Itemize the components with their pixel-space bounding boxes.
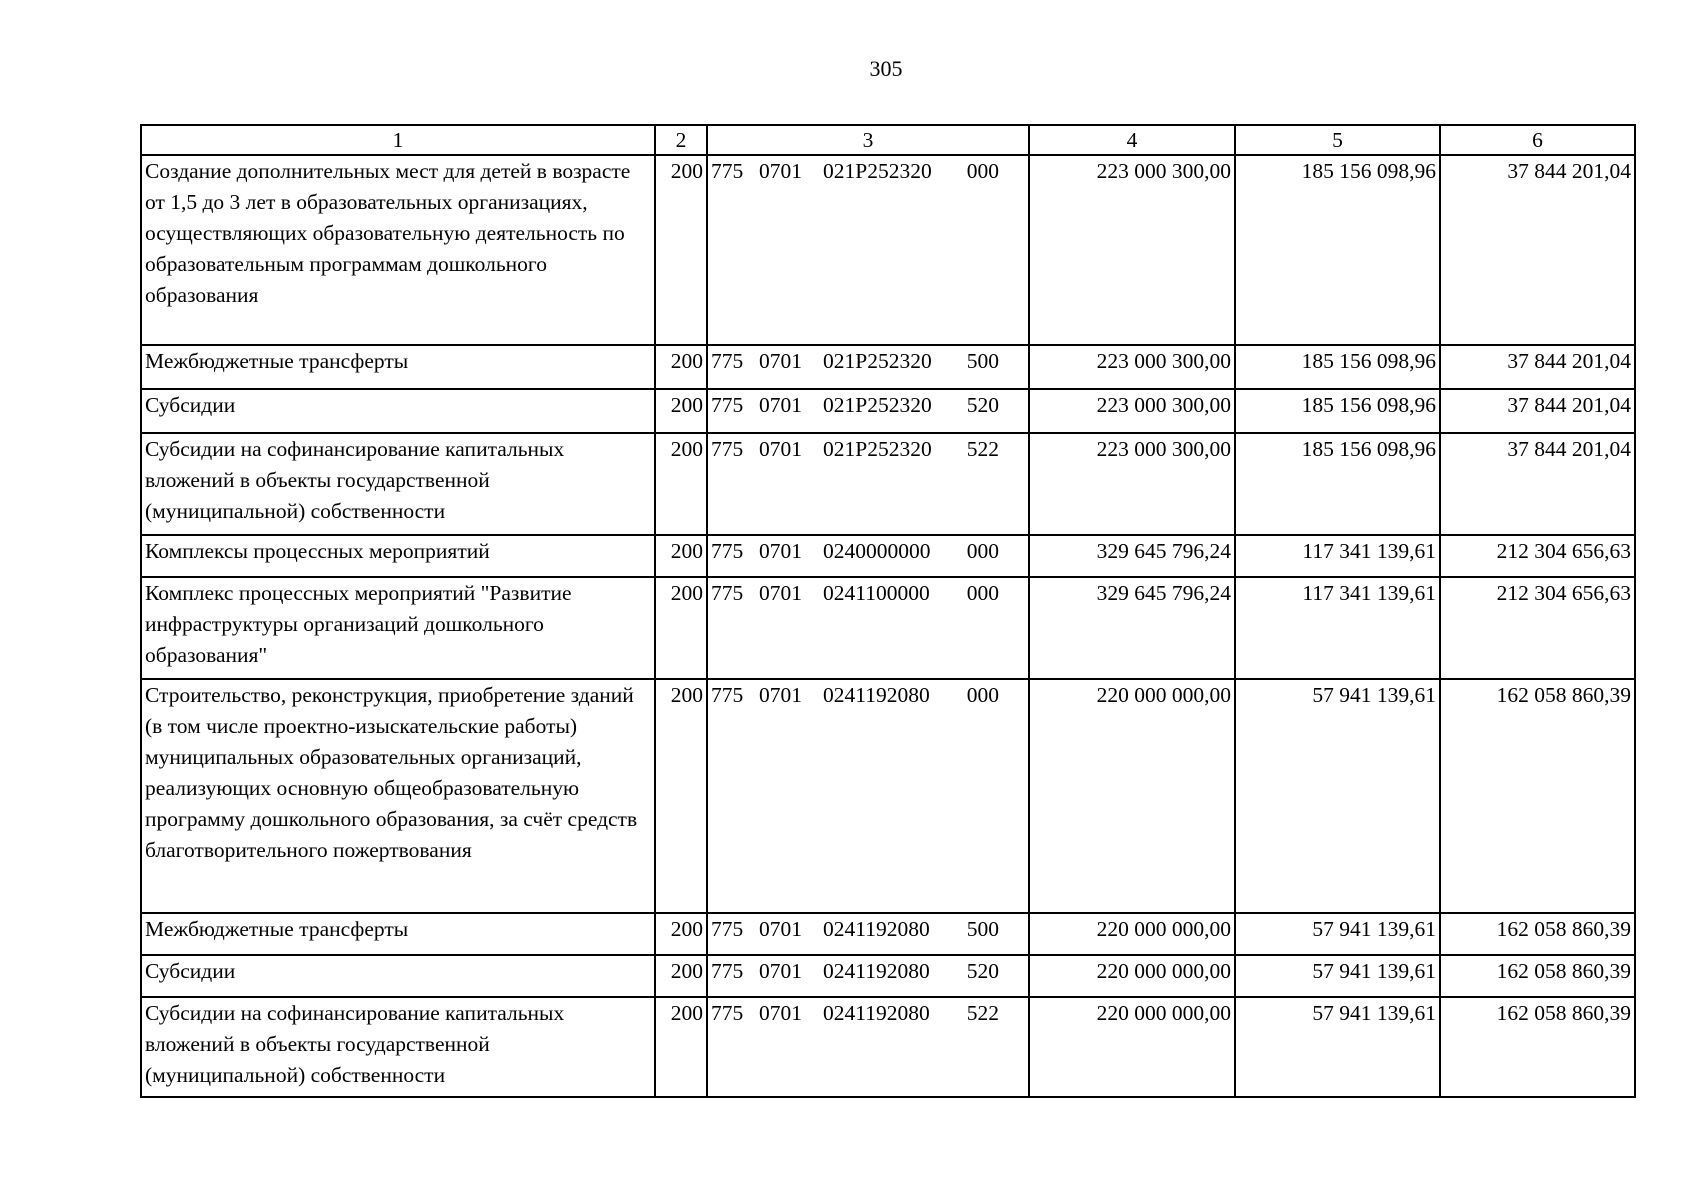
table-row bbox=[141, 433, 1635, 535]
table-row bbox=[141, 535, 1635, 577]
header-col-3: 3 bbox=[707, 125, 1029, 155]
code-subsection: 0701 bbox=[759, 437, 802, 461]
header-col-1: 1 bbox=[141, 125, 655, 155]
code-subsection: 0701 bbox=[759, 917, 802, 941]
row-amount-col6: 37 844 201,04 bbox=[1440, 433, 1635, 535]
table-row bbox=[141, 955, 1635, 997]
row-amount-col4: 220 000 000,00 bbox=[1029, 679, 1235, 913]
row-amount-col5: 185 156 098,96 bbox=[1235, 433, 1440, 535]
row-amount-col5: 117 341 139,61 bbox=[1235, 535, 1440, 577]
table-row bbox=[141, 997, 1635, 1097]
code-expense-type: 500 bbox=[966, 917, 999, 941]
code-expense-type: 500 bbox=[966, 349, 999, 373]
row-name: Межбюджетные трансферты bbox=[141, 913, 655, 955]
code-section: 775 bbox=[711, 539, 744, 563]
row-classification-codes bbox=[707, 997, 1029, 1097]
row-name: Строительство, реконструкция, приобретение зданий (в том числе проектно-изыскательские работы) муниципальных образовательных организаций, реализующих основную общеобразовательную программу дошкольного образования, за счёт средств благотворительного пожертвования bbox=[141, 679, 655, 913]
row-amount-col6: 162 058 860,39 bbox=[1440, 997, 1635, 1097]
row-ministry-code: 200 bbox=[655, 155, 707, 345]
header-col-2: 2 bbox=[655, 125, 707, 155]
code-expense-type: 520 bbox=[966, 959, 999, 983]
code-section: 775 bbox=[711, 1001, 744, 1025]
row-amount-col6: 162 058 860,39 bbox=[1440, 679, 1635, 913]
code-expense-type: 520 bbox=[966, 393, 999, 417]
row-ministry-code: 200 bbox=[655, 577, 707, 679]
code-target-item: 021P252320 bbox=[823, 159, 932, 183]
code-section: 775 bbox=[711, 959, 744, 983]
row-classification-codes bbox=[707, 535, 1029, 577]
code-expense-type: 000 bbox=[966, 159, 999, 183]
code-subsection: 0701 bbox=[759, 959, 802, 983]
row-amount-col4: 220 000 000,00 bbox=[1029, 997, 1235, 1097]
code-target-item: 021P252320 bbox=[823, 437, 932, 461]
row-amount-col5: 57 941 139,61 bbox=[1235, 913, 1440, 955]
row-ministry-code: 200 bbox=[655, 345, 707, 389]
code-expense-type: 000 bbox=[966, 539, 999, 563]
row-amount-col6: 37 844 201,04 bbox=[1440, 345, 1635, 389]
row-amount-col4: 223 000 300,00 bbox=[1029, 155, 1235, 345]
code-subsection: 0701 bbox=[759, 683, 802, 707]
row-amount-col4: 223 000 300,00 bbox=[1029, 433, 1235, 535]
code-target-item: 021P252320 bbox=[823, 349, 932, 373]
row-classification-codes bbox=[707, 433, 1029, 535]
row-ministry-code: 200 bbox=[655, 389, 707, 433]
row-classification-codes bbox=[707, 679, 1029, 913]
code-subsection: 0701 bbox=[759, 539, 802, 563]
code-expense-type: 522 bbox=[966, 1001, 999, 1025]
row-amount-col4: 220 000 000,00 bbox=[1029, 913, 1235, 955]
row-name: Субсидии bbox=[141, 955, 655, 997]
row-amount-col5: 117 341 139,61 bbox=[1235, 577, 1440, 679]
row-amount-col4: 329 645 796,24 bbox=[1029, 535, 1235, 577]
code-section: 775 bbox=[711, 437, 744, 461]
code-expense-type: 522 bbox=[966, 437, 999, 461]
code-target-item: 021P252320 bbox=[823, 393, 932, 417]
row-classification-codes bbox=[707, 913, 1029, 955]
row-name: Субсидии на софинансирование капитальных вложений в объекты государственной (муниципальной) собственности bbox=[141, 433, 655, 535]
code-target-item: 0241192080 bbox=[823, 917, 930, 941]
code-section: 775 bbox=[711, 349, 744, 373]
code-target-item: 0240000000 bbox=[823, 539, 931, 563]
row-classification-codes bbox=[707, 155, 1029, 345]
code-target-item: 0241192080 bbox=[823, 683, 930, 707]
table-row bbox=[141, 577, 1635, 679]
row-amount-col4: 223 000 300,00 bbox=[1029, 389, 1235, 433]
code-section: 775 bbox=[711, 581, 744, 605]
code-section: 775 bbox=[711, 159, 744, 183]
table-row bbox=[141, 679, 1635, 913]
row-name: Комплекс процессных мероприятий "Развитие инфраструктуры организаций дошкольного образования" bbox=[141, 577, 655, 679]
row-ministry-code: 200 bbox=[655, 955, 707, 997]
row-name: Субсидии bbox=[141, 389, 655, 433]
code-subsection: 0701 bbox=[759, 581, 802, 605]
row-classification-codes bbox=[707, 345, 1029, 389]
row-ministry-code: 200 bbox=[655, 433, 707, 535]
code-subsection: 0701 bbox=[759, 159, 802, 183]
row-amount-col5: 185 156 098,96 bbox=[1235, 155, 1440, 345]
code-section: 775 bbox=[711, 683, 744, 707]
code-expense-type: 000 bbox=[966, 581, 999, 605]
code-section: 775 bbox=[711, 393, 744, 417]
code-target-item: 0241192080 bbox=[823, 959, 930, 983]
row-name: Создание дополнительных мест для детей в возрасте от 1,5 до 3 лет в образовательных организациях, осуществляющих образовательную деятельность по образовательным программам дошкольного образования bbox=[141, 155, 655, 345]
row-amount-col6: 37 844 201,04 bbox=[1440, 389, 1635, 433]
code-section: 775 bbox=[711, 917, 744, 941]
header-col-4: 4 bbox=[1029, 125, 1235, 155]
code-target-item: 0241192080 bbox=[823, 1001, 930, 1025]
code-subsection: 0701 bbox=[759, 349, 802, 373]
row-name: Комплексы процессных мероприятий bbox=[141, 535, 655, 577]
budget-table bbox=[140, 124, 1636, 1098]
code-subsection: 0701 bbox=[759, 1001, 802, 1025]
row-amount-col5: 57 941 139,61 bbox=[1235, 679, 1440, 913]
row-amount-col6: 162 058 860,39 bbox=[1440, 913, 1635, 955]
table-row bbox=[141, 345, 1635, 389]
row-amount-col5: 185 156 098,96 bbox=[1235, 389, 1440, 433]
row-amount-col5: 57 941 139,61 bbox=[1235, 955, 1440, 997]
row-name: Межбюджетные трансферты bbox=[141, 345, 655, 389]
header-col-6: 6 bbox=[1440, 125, 1635, 155]
row-ministry-code: 200 bbox=[655, 535, 707, 577]
row-ministry-code: 200 bbox=[655, 997, 707, 1097]
row-name: Субсидии на софинансирование капитальных вложений в объекты государственной (муниципальной) собственности bbox=[141, 997, 655, 1097]
code-subsection: 0701 bbox=[759, 393, 802, 417]
row-amount-col5: 57 941 139,61 bbox=[1235, 997, 1440, 1097]
row-amount-col6: 212 304 656,63 bbox=[1440, 577, 1635, 679]
row-amount-col4: 329 645 796,24 bbox=[1029, 577, 1235, 679]
table-row bbox=[141, 155, 1635, 345]
page-number: 305 bbox=[869, 56, 903, 81]
code-target-item: 0241100000 bbox=[823, 581, 930, 605]
table-header-row bbox=[141, 125, 1635, 155]
row-classification-codes bbox=[707, 955, 1029, 997]
row-amount-col4: 220 000 000,00 bbox=[1029, 955, 1235, 997]
row-classification-codes bbox=[707, 389, 1029, 433]
row-amount-col6: 162 058 860,39 bbox=[1440, 955, 1635, 997]
row-amount-col5: 185 156 098,96 bbox=[1235, 345, 1440, 389]
row-ministry-code: 200 bbox=[655, 913, 707, 955]
row-amount-col6: 212 304 656,63 bbox=[1440, 535, 1635, 577]
table-row bbox=[141, 913, 1635, 955]
table-row bbox=[141, 389, 1635, 433]
row-ministry-code: 200 bbox=[655, 679, 707, 913]
row-amount-col4: 223 000 300,00 bbox=[1029, 345, 1235, 389]
code-expense-type: 000 bbox=[966, 683, 999, 707]
header-col-5: 5 bbox=[1235, 125, 1440, 155]
row-amount-col6: 37 844 201,04 bbox=[1440, 155, 1635, 345]
row-classification-codes bbox=[707, 577, 1029, 679]
